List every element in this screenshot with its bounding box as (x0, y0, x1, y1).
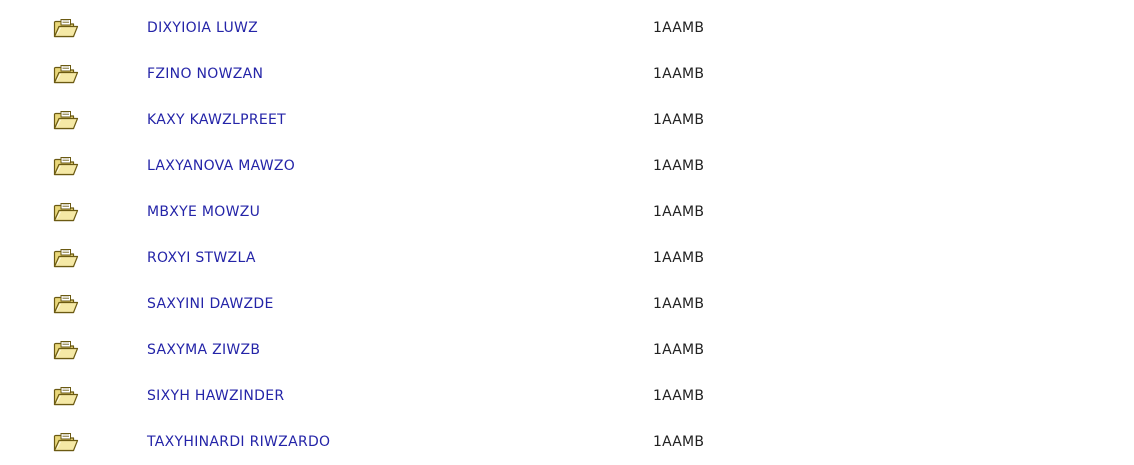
class-code: 1AAMB (653, 112, 705, 128)
list-item (0, 51, 1134, 97)
student-name-link[interactable]: LAXYANOVA MAWZO (147, 158, 296, 174)
list-item (0, 143, 1134, 189)
class-code: 1AAMB (653, 204, 705, 220)
student-name-link[interactable]: MBXYE MOWZU (147, 204, 261, 220)
list-item (0, 419, 1134, 465)
student-name-link[interactable]: SAXYINI DAWZDE (147, 296, 274, 312)
student-name-link[interactable]: KAXY KAWZLPREET (147, 112, 286, 128)
open-folder-icon[interactable] (53, 432, 79, 452)
list-item (0, 189, 1134, 235)
open-folder-icon[interactable] (53, 248, 79, 268)
open-folder-icon[interactable] (53, 156, 79, 176)
student-name-link[interactable]: SIXYH HAWZINDER (147, 388, 285, 404)
student-name-link[interactable]: SAXYMA ZIWZB (147, 342, 261, 358)
list-item (0, 373, 1134, 419)
class-code: 1AAMB (653, 158, 705, 174)
list-item (0, 235, 1134, 281)
class-code: 1AAMB (653, 342, 705, 358)
class-code: 1AAMB (653, 250, 705, 266)
list-item (0, 281, 1134, 327)
student-name-link[interactable]: ROXYI STWZLA (147, 250, 256, 266)
open-folder-icon[interactable] (53, 110, 79, 130)
class-code: 1AAMB (653, 66, 705, 82)
list-item (0, 97, 1134, 143)
class-code: 1AAMB (653, 296, 705, 312)
open-folder-icon[interactable] (53, 340, 79, 360)
list-item (0, 5, 1134, 51)
class-code: 1AAMB (653, 434, 705, 450)
open-folder-icon[interactable] (53, 202, 79, 222)
open-folder-icon[interactable] (53, 64, 79, 84)
student-name-link[interactable]: FZINO NOWZAN (147, 66, 264, 82)
student-list (0, 5, 1134, 465)
class-code: 1AAMB (653, 20, 705, 36)
list-item (0, 327, 1134, 373)
open-folder-icon[interactable] (53, 18, 79, 38)
open-folder-icon[interactable] (53, 294, 79, 314)
class-code: 1AAMB (653, 388, 705, 404)
open-folder-icon[interactable] (53, 386, 79, 406)
student-name-link[interactable]: TAXYHINARDI RIWZARDO (147, 434, 331, 450)
student-name-link[interactable]: DIXYIOIA LUWZ (147, 20, 259, 36)
